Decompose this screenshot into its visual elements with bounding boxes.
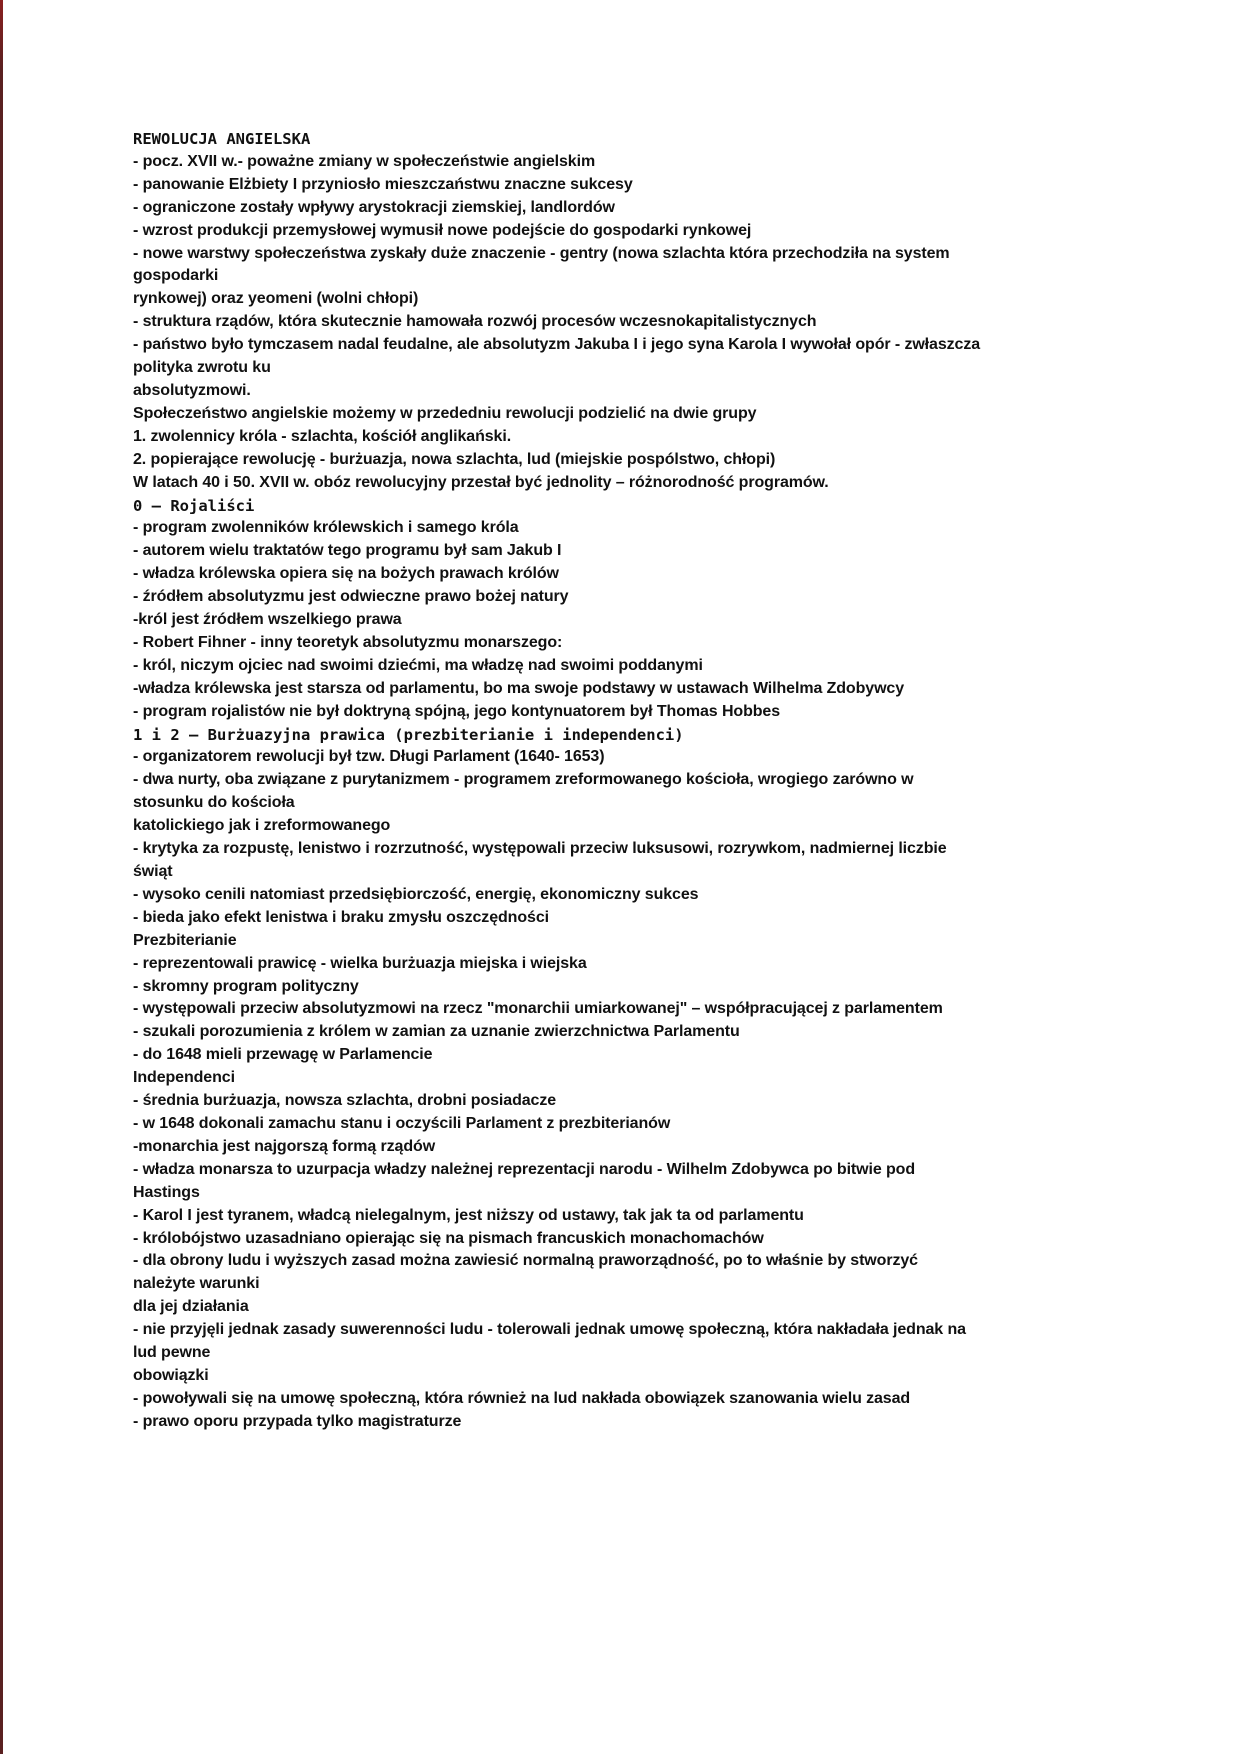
text-line: - pocz. XVII w.- poważne zmiany w społeczeństwie angielskim — [133, 152, 596, 170]
text-line: - dwa nurty, oba związane z purytanizmem - programem zreformowanego kościoła, wrogiego zarówno w — [133, 771, 914, 789]
text-line: świąt — [133, 863, 173, 880]
text-line: - dla obrony ludu i wyższych zasad można zawiesić normalną praworządność, po to właśnie by stworzyć — [133, 1252, 918, 1270]
text-line: -król jest źródłem wszelkiego prawa — [133, 611, 402, 629]
text-line: - program rojalistów nie był doktryną spójną, jego kontynuatorem był Thomas Hobbes — [133, 702, 781, 720]
text-line: - organizatorem rewolucji był tzw. Długi Parlament (1640- 1653) — [133, 748, 605, 766]
text-line: dla jej działania — [133, 1298, 249, 1316]
text-line: absolutyzmowi. — [133, 381, 251, 399]
text-line: - szukali porozumienia z królem w zamian za uznanie zwierzchnictwa Parlamentu — [133, 1023, 740, 1041]
text-line: - powoływali się na umowę społeczną, która również na lud nakłada obowiązek szanowania wielu zasad — [133, 1389, 911, 1407]
text-line: Prezbiterianie — [133, 931, 237, 949]
text-line: - struktura rządów, która skutecznie hamowała rozwój procesów wczesnokapitalistycznych — [133, 313, 817, 331]
document-content — [133, 128, 1133, 1434]
text-line: -monarchia jest najgorszą formą rządów — [133, 1137, 436, 1155]
text-line: - królobójstwo uzasadniano opierając się na pismach francuskich monachomachów — [133, 1229, 764, 1247]
text-line: W latach 40 i 50. XVII w. obóz rewolucyjny przestał być jednolity – różnorodność programów. — [133, 473, 829, 491]
text-line: - bieda jako efekt lenistwa i braku zmysłu oszczędności — [133, 908, 549, 926]
text-line: - średnia burżuazja, nowsza szlachta, drobni posiadacze — [133, 1092, 557, 1110]
text-line: - ograniczone zostały wpływy arystokracji ziemskiej, landlordów — [133, 198, 615, 216]
text-line: stosunku do kościoła — [133, 794, 295, 812]
text-line: - władza królewska opiera się na bożych prawach królów — [133, 565, 559, 583]
text-line: - władza monarsza to uzurpacja władzy należnej reprezentacji narodu - Wilhelm Zdobywca po bitwie pod — [133, 1160, 915, 1178]
document-title: REWOLUCJA ANGIELSKA — [133, 130, 311, 148]
section-heading: 0 – Rojaliści — [133, 496, 255, 515]
text-line: rynkowej) oraz yeomeni (wolni chłopi) — [133, 290, 419, 308]
text-line: - program zwolenników królewskich i samego króla — [133, 519, 519, 537]
text-line: gospodarki — [133, 267, 219, 285]
text-line: - panowanie Elżbiety I przyniosło mieszczaństwu znaczne sukcesy — [133, 175, 633, 193]
text-line: polityka zwrotu ku — [133, 359, 271, 377]
text-line: - król, niczym ojciec nad swoimi dziećmi, ma władzę nad swoimi poddanymi — [133, 656, 703, 674]
text-line: - autorem wielu traktatów tego programu był sam Jakub I — [133, 542, 562, 560]
text-line: - Robert Fihner - inny teoretyk absolutyzmu monarszego: — [133, 633, 563, 651]
text-line: lud pewne — [133, 1344, 211, 1362]
text-line: - wysoko cenili natomiast przedsiębiorczość, energię, ekonomiczny sukces — [133, 885, 699, 903]
text-line: - państwo było tymczasem nadal feudalne, ale absolutyzm Jakuba I i jego syna Karola I wywołał opór - zwłaszcza — [133, 336, 981, 354]
text-line: - Karol I jest tyranem, władcą nielegalnym, jest niższy od ustawy, tak jak ta od parlamentu — [133, 1206, 804, 1224]
text-line: - nowe warstwy społeczeństwa zyskały duże znaczenie - gentry (nowa szlachta która przechodziła na system — [133, 244, 950, 262]
text-line: - źródłem absolutyzmu jest odwieczne prawo bożej natury — [133, 588, 569, 606]
text-line: należyte warunki — [133, 1275, 260, 1293]
text-line: 1. zwolennicy króla - szlachta, kościół anglikański. — [133, 427, 512, 445]
text-line: Independenci — [133, 1069, 235, 1087]
text-line: - reprezentowali prawicę - wielka burżuazja miejska i wiejska — [133, 954, 587, 972]
section-heading: 1 i 2 – Burżuazyjna prawica (prezbiterianie i independenci) — [133, 725, 684, 744]
text-line: Społeczeństwo angielskie możemy w przededniu rewolucji podzielić na dwie grupy — [133, 404, 757, 422]
text-line: katolickiego jak i zreformowanego — [133, 817, 391, 835]
text-line: - wzrost produkcji przemysłowej wymusił nowe podejście do gospodarki rynkowej — [133, 221, 752, 239]
text-line: - skromny program polityczny — [133, 977, 359, 995]
text-line: - krytyka za rozpustę, lenistwo i rozrzutność, występowali przeciw luksusowi, rozrywkom, nadmiernej liczbie — [133, 840, 947, 858]
text-line: - występowali przeciw absolutyzmowi na rzecz "monarchii umiarkowanej" – współpracującej z parlamentem — [133, 1000, 943, 1018]
text-line: - prawo oporu przypada tylko magistraturze — [133, 1412, 462, 1430]
text-line: - w 1648 dokonali zamachu stanu i oczyścili Parlament z prezbiterianów — [133, 1114, 671, 1132]
text-line: - do 1648 mieli przewagę w Parlamencie — [133, 1046, 433, 1064]
document-lines — [133, 151, 1133, 1434]
text-line: -władza królewska jest starsza od parlamentu, bo ma swoje podstawy w ustawach Wilhelma Zdobywcy — [133, 679, 905, 697]
text-line: 2. popierające rewolucję - burżuazja, nowa szlachta, lud (miejskie pospólstwo, chłopi) — [133, 450, 776, 468]
page-edge-line — [0, 0, 3, 1754]
text-line: obowiązki — [133, 1366, 209, 1384]
text-line: Hastings — [133, 1183, 200, 1201]
text-line: - nie przyjęli jednak zasady suwerenności ludu - tolerowali jednak umowę społeczną, która nakładała jednak na — [133, 1321, 966, 1339]
